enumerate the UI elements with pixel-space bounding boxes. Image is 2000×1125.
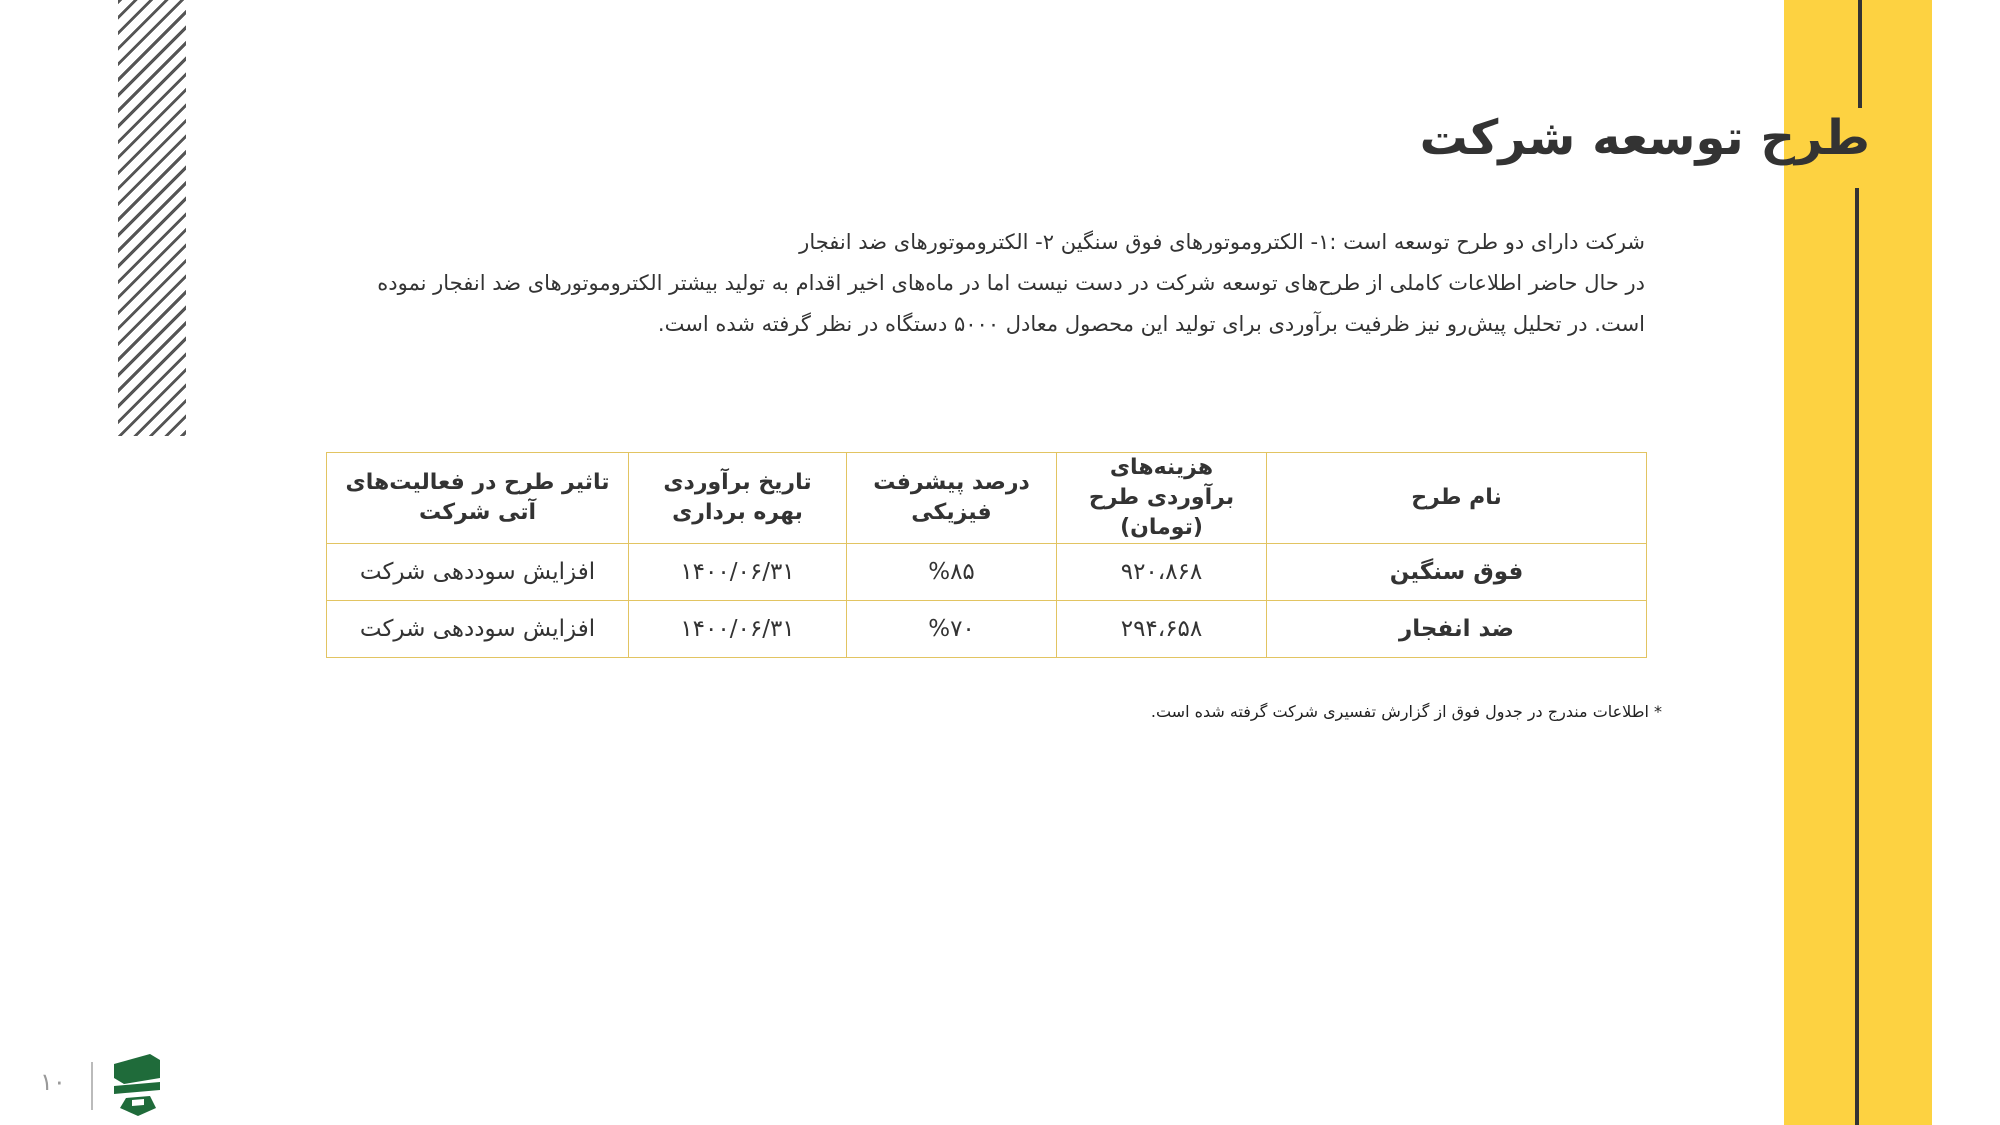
cell-estimated-cost: ۲۹۴،۶۵۸ — [1057, 601, 1267, 658]
table-source-footnote: * اطلاعات مندرج در جدول فوق از گزارش تفسیری شرکت گرفته شده است. — [1150, 702, 1662, 721]
cell-plan-name: فوق سنگین — [1267, 544, 1647, 601]
header-plan-name: نام طرح — [1267, 453, 1647, 544]
page-title: طرح توسعه شرکت — [1419, 110, 1870, 166]
company-logo-icon — [110, 1048, 166, 1118]
cell-plan-name: ضد انفجار — [1267, 601, 1647, 658]
table-row — [327, 544, 1647, 601]
cell-future-impact: افزایش سوددهی شرکت — [327, 601, 629, 658]
cell-operation-date: ۱۴۰۰/۰۶/۳۱ — [629, 601, 847, 658]
cell-physical-progress: %۸۵ — [847, 544, 1057, 601]
header-operation-date: تاریخ برآوردی بهره برداری — [629, 453, 847, 544]
footer-divider — [91, 1062, 93, 1110]
header-future-impact: تاثیر طرح در فعالیت‌های آتی شرکت — [327, 453, 629, 544]
cell-physical-progress: %۷۰ — [847, 601, 1057, 658]
development-plans-table — [326, 452, 1647, 658]
intro-line-2: در حال حاضر اطلاعات کاملی از طرح‌های توسعه شرکت در دست نیست اما در ماه‌های اخیر اقدام به تولید بیشتر الکتروموتورهای ضد انفجار نموده — [377, 271, 1645, 295]
cell-operation-date: ۱۴۰۰/۰۶/۳۱ — [629, 544, 847, 601]
table-row — [327, 601, 1647, 658]
development-plans-table-wrapper — [326, 452, 1646, 658]
intro-text — [315, 222, 1645, 345]
header-estimated-cost: هزینه‌های برآوردی طرح (تومان) — [1057, 453, 1267, 544]
header-physical-progress: درصد پیشرفت فیزیکی — [847, 453, 1057, 544]
cell-future-impact: افزایش سوددهی شرکت — [327, 544, 629, 601]
table-header-row — [327, 453, 1647, 544]
page-number: ۱۰ — [40, 1068, 66, 1096]
cell-estimated-cost: ۹۲۰،۸۶۸ — [1057, 544, 1267, 601]
intro-line-3: است. در تحلیل پیش‌رو نیز ظرفیت برآوردی برای تولید این محصول معادل ۵۰۰۰ دستگاه در نظر گرفته شده است. — [657, 312, 1645, 336]
accent-line-main — [1855, 188, 1859, 1125]
diagonal-stripes-decoration — [118, 0, 186, 436]
intro-line-1: شرکت دارای دو طرح توسعه است :۱- الکتروموتورهای فوق سنگین ۲- الکتروموتورهای ضد انفجار — [799, 230, 1645, 254]
accent-line-top — [1858, 0, 1862, 108]
company-logo — [110, 1048, 166, 1118]
